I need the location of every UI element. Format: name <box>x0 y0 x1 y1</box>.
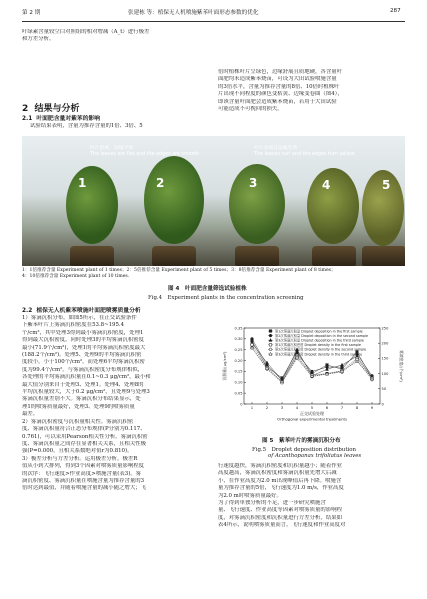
fig4-caption-en: Fig.4 Experiment plants in the concentration screening <box>148 295 304 301</box>
text-line: 叶绿素含量较空白对照组的相对增减（A_t）进行极差 <box>22 29 150 35</box>
text-line: 片出现不同程度的颜色变枯黄、边缘变卷曲（图4）， <box>218 91 343 98</box>
text-line: 理1的喷雾质量最好，处理3、处理9的喷雾质量 <box>22 403 135 410</box>
fig5-caption-en-1: Fig.5 Droplet deposition distribution <box>252 447 356 453</box>
text-line: 下紫苯叶片上雾滴沉积密度在53.8~195.4 <box>22 322 125 329</box>
text-line: (188.2个/cm²)。处理5、处理9的平均雾滴沉积密 <box>22 352 142 359</box>
text-line: 为2.0 m时喷雾质量最好。 <box>218 492 282 499</box>
y-right-tick-label: 150 <box>381 356 389 361</box>
x-tick-label: 1 <box>250 405 254 410</box>
text-line: 个/cm²，其中处理3得到最小雾滴沉积密度，处理1 <box>22 329 144 336</box>
text-line: 强(P=0.000，且相关系数绝对值r为0.810)。 <box>22 448 133 455</box>
legend-label: 第1次雾滴沉积密度 Droplet density in the first sample <box>275 343 361 348</box>
x-axis-label-en: Orthogonal experimental treatments <box>277 416 347 422</box>
y-left-tick-label: 0.10 <box>234 380 243 385</box>
photo-number: 2 <box>156 176 165 190</box>
text-line: 行速度越快，雾滴沉积密度和沉积量越小；随着作业 <box>218 463 342 469</box>
text-line: 的次序：飞行速度>作业高度>喷施含量(表3)。雾 <box>22 470 142 477</box>
text-line: 度为99.4个/cm²。与雾滴沉积密度分布规律相似， <box>22 366 144 373</box>
text-line: 和方差分析。 <box>22 36 55 43</box>
y-left-tick-label: 0.05 <box>234 391 243 396</box>
running-title: 张建栋 等：植保无人机喷施紫苯叶面形态参数的优化 <box>128 10 259 16</box>
y-left-tick-label: 0.30 <box>234 337 243 342</box>
subsection-number: 2.2 <box>22 308 33 314</box>
text-line: 试验结果表明，含量为推荐含量的1倍、3倍、5 <box>30 123 143 129</box>
plant-2 <box>142 156 206 266</box>
left-top-paragraph <box>22 29 207 44</box>
y-right-tick-label: 50 <box>381 387 387 392</box>
text-line: 量、飞行速度、作业高度等因素对喷雾质量的影响程 <box>218 507 342 514</box>
text-line: 雾滴沉积量差别不大。雾滴沉积分布结果显示，处 <box>22 396 141 403</box>
fig5-caption-zh: 图 5 紫苯叶片的雾滴沉积分布 <box>262 438 341 444</box>
page-number: 287 <box>390 8 401 14</box>
subsection-title: 植保无人机紫苯喷施叶面肥喷雾质量分析 <box>36 308 141 314</box>
x-tick-label: 2 <box>265 405 269 410</box>
photo-number: 3 <box>249 176 258 190</box>
fig5-caption-en-2: of Acanthopanax trifoliatus leaves <box>268 453 362 459</box>
text-line: 倍时达到最值，并随着喷施含量的减小随之增大；飞 <box>22 485 146 492</box>
issue-number: 第 2 期 <box>22 10 41 16</box>
text-line: 平均沉积量较大，大于0.2 μg/cm²，且处理9与处理3 <box>22 389 150 396</box>
plant-4 <box>305 168 363 266</box>
y-right-tick-label: 200 <box>381 341 389 346</box>
legend-marker <box>269 344 272 347</box>
text-line: 最大值分别来自于处理3、处理1。处理4、处理8的 <box>22 381 144 388</box>
legend-marker <box>269 334 272 337</box>
text-line: 小，在作业高度为2.0 m出现峰值后再下降。喷施含 <box>218 477 342 484</box>
x-tick-label: 3 <box>280 405 284 410</box>
x-axis-label: 正交试验处理 <box>300 411 324 416</box>
photo-label-right-zh: 叶片卷曲且边缘变黄 <box>254 146 298 151</box>
photo-label-left-zh: 叶片舒展，边缘平滑 <box>90 146 134 151</box>
text-line: 表4所示，说明喷雾质量而言，飞行速度和作业高度对 <box>218 522 346 529</box>
text-line: 度，对雾滴沉积密度和沉积量进行方差分析，结果如 <box>218 514 342 521</box>
caption-line: 4：10倍推荐含量 Experiment plant of 10 times. <box>22 274 130 279</box>
data-point <box>341 363 344 366</box>
fig4-caption-zh: 图 4 叶面肥含量筛选试验植株 <box>168 286 247 292</box>
text-line: 各处理的平均雾滴沉积量在0.1~0.3 μg/cm²，最小和 <box>22 374 151 381</box>
y-left-tick-label: 0.35 <box>234 326 243 331</box>
text-line: 为了得到单独分析的不足，进一步研究喷施含 <box>218 500 326 507</box>
photo-number: 5 <box>382 178 391 192</box>
x-tick-label: 6 <box>325 405 329 410</box>
text-line: 3）极差分析与方差分析。运用极差分析，极差R <box>22 455 138 462</box>
photo-label-left <box>90 146 199 158</box>
legend-label: 第3次雾滴沉积密度 Droplet density in the third sample <box>275 352 363 357</box>
photo-label-left-en: The leaves are flat and the edges are smooth <box>90 152 200 157</box>
right-top-paragraph <box>218 69 406 113</box>
x-tick-label: 7 <box>340 405 344 410</box>
droplet-deposition-chart <box>220 322 405 434</box>
photo-caption <box>22 268 405 280</box>
section-title: 结果与分析 <box>34 104 80 114</box>
data-point <box>251 337 254 340</box>
text-line: 即该含量叶面肥会造成紫苯烧苗，若用于大田试验 <box>218 98 337 105</box>
y-right-tick-label: 0 <box>381 402 384 407</box>
text-line: 得到最大沉积密度，同时处理3的平均雾滴沉积密度 <box>22 337 145 344</box>
data-point <box>311 370 314 373</box>
y-left-tick-label: 0.15 <box>234 369 243 374</box>
y-left-axis-label: 沉积量/(μg/cm²) <box>222 351 227 381</box>
text-line: 高度越高，雾滴沉积密度和雾滴沉积量先增大后减 <box>218 470 337 477</box>
x-tick-label: 9 <box>370 405 374 410</box>
legend-marker <box>269 330 272 333</box>
section-number: 2 <box>22 104 29 114</box>
text-line: 倍时植株叶片呈绿色，边缘舒展且质地硬，各含量叶 <box>218 69 342 75</box>
text-line: 的3倍水平，含量为推荐含量的8倍、10倍时植株叶 <box>218 83 340 90</box>
legend-label: 第1次雾滴沉积量 Droplet deposition in the first sample <box>275 329 363 334</box>
subsection-heading <box>22 113 100 122</box>
x-tick-label: 8 <box>355 405 359 410</box>
text-line: 值从小到大排列，得到3个因素对喷雾质量影响程度 <box>22 463 145 470</box>
right-body <box>218 463 406 530</box>
y-left-tick-label: 0 <box>240 402 243 407</box>
photo-number: 4 <box>322 178 331 192</box>
legend-label: 第3次雾滴沉积量 Droplet deposition in the third sample <box>275 338 364 343</box>
legend-label: 第2次雾滴沉积量 Droplet deposition in the second sample <box>275 333 368 338</box>
text-line: 面肥均未造成紫苯烧苗，可设为大田试验喷施含量 <box>218 76 337 83</box>
subsection-heading <box>22 305 141 314</box>
experiment-photo <box>22 136 405 266</box>
text-line: 度较小，小于100个/cm²，而处理6平均雾滴沉积密 <box>22 359 145 366</box>
text-line: 1）雾滴沉积分布。如图5所示，在正交试验条件 <box>22 315 137 321</box>
left-body <box>22 315 210 493</box>
text-line: 量为推荐含量的5倍，飞行速度为1.0 m/s，作业高度 <box>218 485 344 492</box>
header-rule <box>22 21 405 22</box>
legend-marker <box>269 348 272 351</box>
subsection-number: 2.1 <box>22 116 33 122</box>
data-point <box>251 343 254 346</box>
y-right-tick-label: 100 <box>381 371 389 376</box>
x-tick-label: 5 <box>310 405 314 410</box>
y-left-tick-label: 0.20 <box>234 358 243 363</box>
text-line: 滴沉积密度、雾滴沉积量在喷施含量为推荐含量的3 <box>22 477 145 484</box>
text-line: 度、雾滴沉积量符合正态分布规律(P分别为0.117、 <box>22 426 146 433</box>
text-line: 可能造成不可挽回的损失。 <box>218 106 283 113</box>
x-tick-label: 4 <box>295 405 299 410</box>
y-right-tick-label: 250 <box>381 326 389 331</box>
y-right-axis-label: 雾滴密度/(个/cm²) <box>399 350 404 382</box>
photo-label-right-en: The leaves curl and the edges turn yellow <box>254 152 355 157</box>
plant-1 <box>62 166 122 266</box>
subsection-title: 叶面肥含量对紫苯的影响 <box>36 116 101 122</box>
text-line: 2）雾滴沉积密度与沉积量相关性。雾滴沉积密 <box>22 418 134 425</box>
caption-line: 1：1倍推荐含量 Experiment plant of 1 times；2：5倍推荐含量 Experiment plant of 5 times；3：8倍推荐含量 Experiment plant of 8 times； <box>22 268 336 273</box>
text-line: 最小(71.9个/cm²)，处理1的平均雾滴沉积密度最大 <box>22 344 146 351</box>
text-line: 度、雾滴沉积量之间存在显著相关关系，且相关性极 <box>22 440 146 447</box>
photo-label-right <box>254 146 355 158</box>
text-line: 最差。 <box>22 411 39 418</box>
photo-number: 1 <box>78 176 87 190</box>
text-line: 0.761)，可以采用Pearson相关性分析。雾滴沉积密 <box>22 433 148 440</box>
legend-label: 第2次雾滴沉积密度 Droplet density in the second sample <box>275 347 367 352</box>
y-left-tick-label: 0.25 <box>234 348 243 353</box>
